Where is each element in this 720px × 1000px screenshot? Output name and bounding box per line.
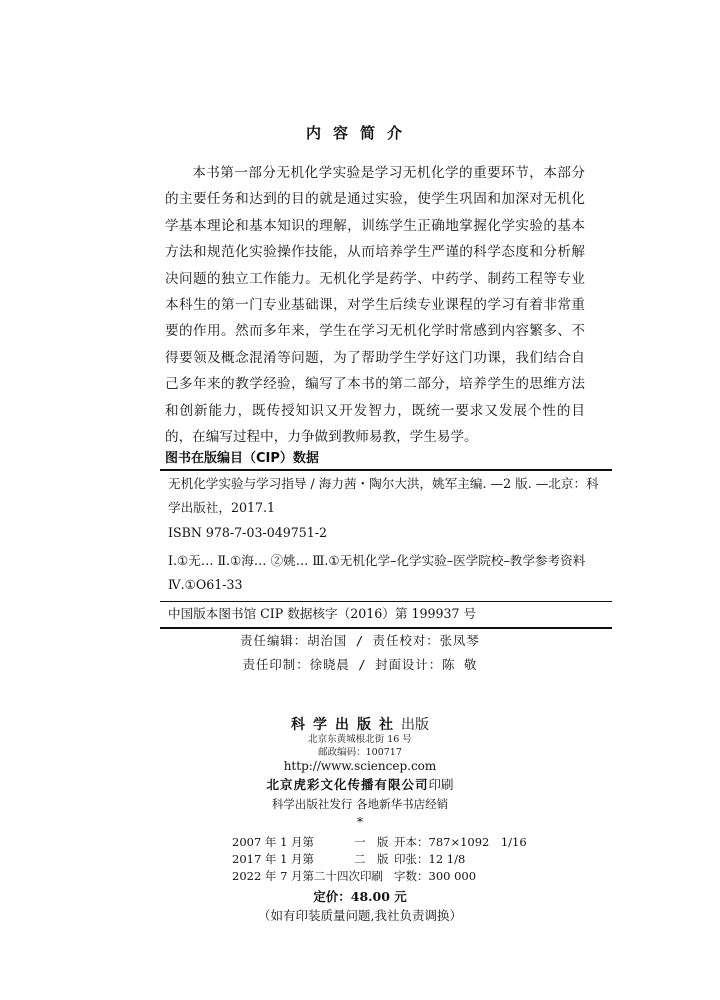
cip-title-entry: 无机化学实验与学习指导 / 海力茜・陶尔大洪，姚军主编. —2 版. —北京：科学出版社，2017.1: [168, 476, 599, 515]
publisher-postcode: 邮政编码：100717: [318, 747, 402, 758]
edition-row: [232, 850, 544, 867]
cip-heading: 图书在版编目（CIP）数据: [165, 451, 319, 466]
quality-notice: （如有印装质量问题,我社负责调换）: [258, 908, 462, 923]
price: 定价：48.00 元: [313, 889, 407, 904]
credits-editors: 责任编辑：胡治国 / 责任校对：张凤琴: [240, 633, 480, 648]
edition-number: 二 版: [354, 851, 389, 866]
edition-date: 2007 年 1 月第: [232, 834, 315, 849]
edition-date: 2017 年 1 月第: [232, 851, 315, 866]
cip-bottom-rule: [160, 627, 612, 629]
publisher-address: 北京东黄城根北街 16 号: [308, 734, 412, 745]
edition-spec: 字数：300 000: [394, 868, 477, 883]
printer-suffix: 印刷: [428, 777, 454, 792]
edition-row: [232, 833, 544, 850]
printer-line: [0, 775, 720, 793]
edition-spec: 开本：787×1092 1/16: [394, 834, 527, 849]
edition-number: 一 版: [354, 834, 389, 849]
publisher-url: http://www.sciencep.com: [283, 759, 437, 773]
cip-record: 中国版本图书馆 CIP 数据核字（2016）第 199937 号: [168, 606, 477, 621]
summary-title: 内容简介: [305, 124, 414, 142]
cip-top-rule: [160, 469, 612, 471]
summary-body: 本书第一部分无机化学实验是学习无机化学的重要环节，本部分的主要任务和达到的目的就是通过实验，使学生巩固和加深对无机化学基本理论和基本知识的理解，训练学生正确地掌握化学实验的基本方法和规范化实验操作技能，从而培养学生严谨的科学态度和分析解决问题的独立工作能力。无机化学是药学、中药学、制药工程等专业本科生的第一门专业基础课，对学生后续专业课程的学习有着非常重要的作用。然而多年来，学生在学习无机化学时常感到内容繁多、不得要领及概念混淆等问题，为了帮助学生学好这门功课，我们结合自己多年来的教学经验，编写了本书的第二部分，培养学生的思维方法和创新能力，既传授知识又开发智力，既统一要求又发展个性的目的，在编写过程中，力争做到教师易教，学生易学。: [165, 165, 585, 446]
distributor-line: 科学出版社发行 各地新华书店经销: [271, 797, 449, 811]
printer-name: 北京虎彩文化传播有限公司: [266, 777, 429, 792]
cip-subjects: Ⅰ.①无… Ⅱ.①海… ②姚… Ⅲ.①无机化学–化学实验–医学院校–教学参考资料 Ⅳ.①O61-33: [168, 553, 586, 592]
edition-spec: 印张：12 1/8: [394, 851, 466, 866]
publisher-name: 科学出版社: [291, 717, 401, 733]
credits-production: 责任印制：徐晓晨 / 封面设计：陈 敬: [242, 657, 478, 672]
publisher-suffix: 出版: [401, 717, 429, 733]
edition-row: [232, 867, 544, 884]
separator-star: *: [357, 815, 363, 829]
edition-table: [232, 833, 544, 884]
edition-date: 2022 年 7 月第二十四次印刷: [232, 868, 384, 883]
cip-isbn: ISBN 978-7-03-049751-2: [168, 525, 328, 540]
